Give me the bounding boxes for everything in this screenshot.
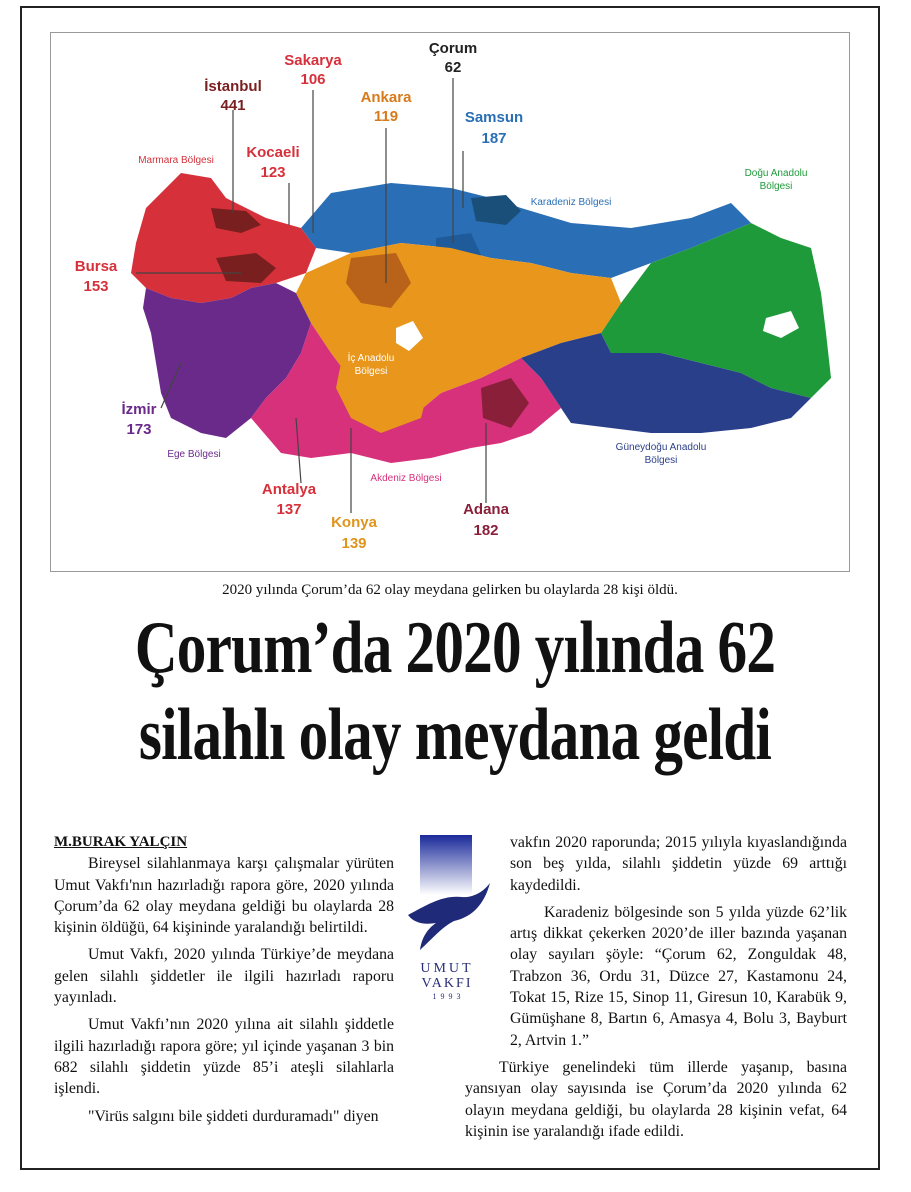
headline-line-2: silahlı olay meydana geldi [138, 694, 772, 776]
map-region-label-akdeniz: Akdeniz Bölgesi [370, 473, 442, 484]
map-region-label-karadeniz: Karadeniz Bölgesi [530, 197, 612, 208]
paragraph: vakfın 2020 raporunda; 2015 yılıyla kıyaslandığında son beş yılda, silahlı şiddetin yüzde 69 arttığı kaydedildi. [510, 834, 847, 894]
map-label-corum-name: Çorum [428, 40, 478, 57]
map-caption: 2020 yılında Çorum’da 62 olay meydana gelirken bu olaylarda 28 kişi öldü. [222, 582, 678, 598]
logo-word-vakfi: VAKFI [421, 976, 473, 991]
map-region-label-ic-line2: Bölgesi [354, 366, 388, 377]
paragraph: Umut Vakfı, 2020 yılında Türkiye’de meydana gelen silahlı şiddetler ile ilgili hazırladı raporu yayınladı. [54, 946, 394, 1007]
map-region-label-guneydogu-line1: Güneydoğu Anadolu [615, 442, 707, 453]
map-label-adana-name: Adana [463, 501, 509, 518]
logo-word-umut: UMUT [420, 961, 474, 976]
headline [123, 605, 787, 779]
map-label-corum-value: 62 [444, 59, 462, 76]
byline: M.BURAK YALÇIN [54, 834, 188, 850]
map-region-label-guneydogu-line2: Bölgesi [644, 455, 678, 466]
map-label-antalya-value: 137 [276, 501, 302, 518]
map-label-samsun-name: Samsun [464, 109, 524, 126]
map-label-adana-value: 182 [473, 522, 499, 539]
map-region-label-dogu-line2: Bölgesi [759, 181, 793, 192]
map-label-bursa-name: Bursa [74, 258, 118, 275]
paragraph: "Virüs salgını bile şiddeti durduramadı" diyen [88, 1107, 379, 1125]
map-label-konya-name: Konya [331, 514, 377, 531]
map-region-label-dogu-line1: Doğu Anadolu [744, 168, 808, 179]
logo-year: 1 9 9 3 [432, 992, 462, 1001]
headline-line-1: Çorum’da 2020 yılında 62 [134, 607, 776, 689]
map-label-sakarya-name: Sakarya [284, 52, 342, 69]
map-label-samsun-value: 187 [481, 130, 507, 147]
paragraph: Karadeniz bölgesinde son 5 yılda yüzde 62’lik artış dikkat çekerken 2020’de iller bazında yaşanan olay sayıları şöyle: “Çorum 62, Zonguldak 48, Trabzon 36, Ordu 31, Düzce 27, Kastamonu 24, Tokat 15, Rize 15, Sinop 11, Giresun 10, Karabük 9, Gümüşhane 8, Bartın 6, Amasya 4, Bolu 3, Bayburt 2, Artvin 1.” [510, 903, 847, 1049]
map-label-bursa-value: 153 [83, 278, 109, 295]
map-label-kocaeli-value: 123 [260, 164, 286, 181]
map-region-label-marmara: Marmara Bölgesi [138, 155, 214, 166]
map-label-istanbul-name: İstanbul [204, 78, 262, 95]
paragraph: Umut Vakfı’nın 2020 yılına ait silahlı şiddetle ilgili hazırladığı rapora göre; yıl içinde yaşanan 3 bin 682 silahlı şiddetin yüzde 85’i ateşli silahlarla işlendi. [54, 1016, 394, 1098]
map-label-kocaeli-name: Kocaeli [246, 144, 300, 161]
turkey-region-map [50, 32, 850, 572]
map-region-label-ic-line1: İç Anadolu [347, 353, 395, 364]
map-label-izmir-name: İzmir [121, 401, 157, 418]
map-label-sakarya-value: 106 [300, 71, 326, 88]
article-column-2 [465, 832, 847, 1142]
map-label-istanbul-value: 441 [220, 97, 246, 114]
map-label-ankara-name: Ankara [360, 89, 412, 106]
paragraph: Bireysel silahlanmaya karşı çalışmalar yürüten Umut Vakfı'nın hazırladığı rapora göre, 2020 yılında Çorum’da 62 olay meydana geldiği bu olaylarda 28 kişinin öldüğü, 64 kişininde yaralandığı belirtildi. [54, 855, 394, 937]
map-label-ankara-value: 119 [373, 108, 399, 125]
map-region-marmara [131, 173, 316, 303]
paragraph: Türkiye genelindeki tüm illerde yaşanıp, basına yansıyan olay sayısında ise Çorum’da 2020 yılında 62 olayın meydana geldiği, bu olaylarda 28 kişinin vefat, 64 kişinin ise yaralandığı ifade edildi. [465, 1058, 847, 1140]
map-label-izmir-value: 173 [126, 421, 152, 438]
map-region-label-ege: Ege Bölgesi [167, 449, 221, 460]
map-label-antalya-name: Antalya [261, 481, 317, 498]
article-column-1 [54, 832, 394, 1127]
map-graphic [51, 33, 850, 572]
map-label-konya-value: 139 [341, 535, 367, 552]
